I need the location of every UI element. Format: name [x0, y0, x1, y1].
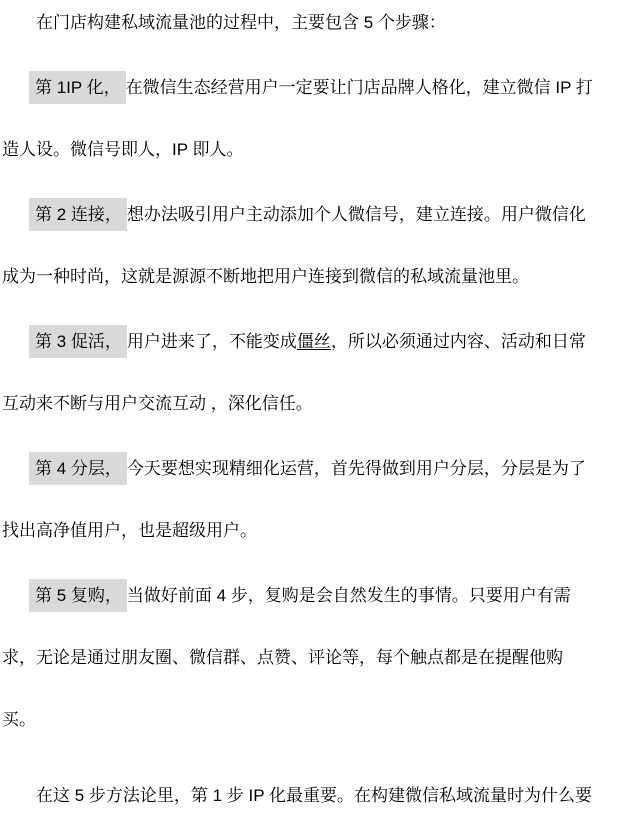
step-5-line-1: [2, 565, 604, 627]
step-3-label-highlight: 第 3 促活，: [29, 325, 127, 358]
step-1-line-2: [2, 119, 604, 181]
step-3-text-1b: ，所以必须通过内容、活动和日常: [330, 332, 586, 351]
step-2-text-2: 成为一种时尚，这就是源源不断地把用户连接到微信的私域流量池里。: [2, 267, 529, 286]
step-4-text-1: 今天要想实现精细化运营，首先得做到用户分层，分层是为了: [126, 459, 586, 478]
step-3-text-1a: 用户进来了，不能变成: [126, 332, 297, 351]
step-5-text-2: 求，无论是通过朋友圈、微信群、点赞、评论等，每个触点都是在提醒他购: [2, 648, 563, 667]
step-4-label-highlight: 第 4 分层，: [29, 452, 127, 485]
step-5-line-3: [2, 689, 604, 751]
intro-text: 在门店构建私域流量池的过程中，主要包含 5 个步骤：: [36, 13, 446, 32]
step-2-line-2: [2, 246, 604, 308]
step-3-line-1: [2, 311, 604, 373]
closing-text: 在这 5 步方法论里，第 1 步 IP 化最重要。在构建微信私域流量时为什么要: [36, 786, 593, 805]
step-2-label-highlight: 第 2 连接，: [29, 198, 127, 231]
step-4-line-1: [2, 438, 604, 500]
step-1-line-1: [2, 57, 604, 119]
step-4-line-2: [2, 500, 604, 562]
step-3-underlined-word: 僵丝: [296, 332, 331, 351]
step-1-label-highlight: 第 1IP 化，: [29, 71, 126, 104]
step-1-text-2: 造人设。微信号即人，IP 即人。: [2, 140, 244, 159]
step-5-text-1: 当做好前面 4 步，复购是会自然发生的事情。只要用户有需: [126, 586, 571, 605]
step-3-line-2: [2, 373, 604, 435]
intro-paragraph-line: [2, 0, 604, 54]
closing-paragraph-line: [2, 765, 604, 816]
step-3-text-2: 互动来不断与用户交流互动 ，深化信任。: [2, 394, 313, 413]
step-5-label-highlight: 第 5 复购，: [29, 579, 127, 612]
step-5-text-3: 买。: [2, 710, 36, 729]
step-2-line-1: [2, 184, 604, 246]
step-4-text-2: 找出高净值用户，也是超级用户。: [2, 521, 257, 540]
step-5-line-2: [2, 627, 604, 689]
step-1-text-1: 在微信生态经营用户一定要让门店品牌人格化，建立微信 IP 打: [125, 78, 593, 97]
step-2-text-1: 想办法吸引用户主动添加个人微信号，建立连接。用户微信化: [126, 205, 586, 224]
